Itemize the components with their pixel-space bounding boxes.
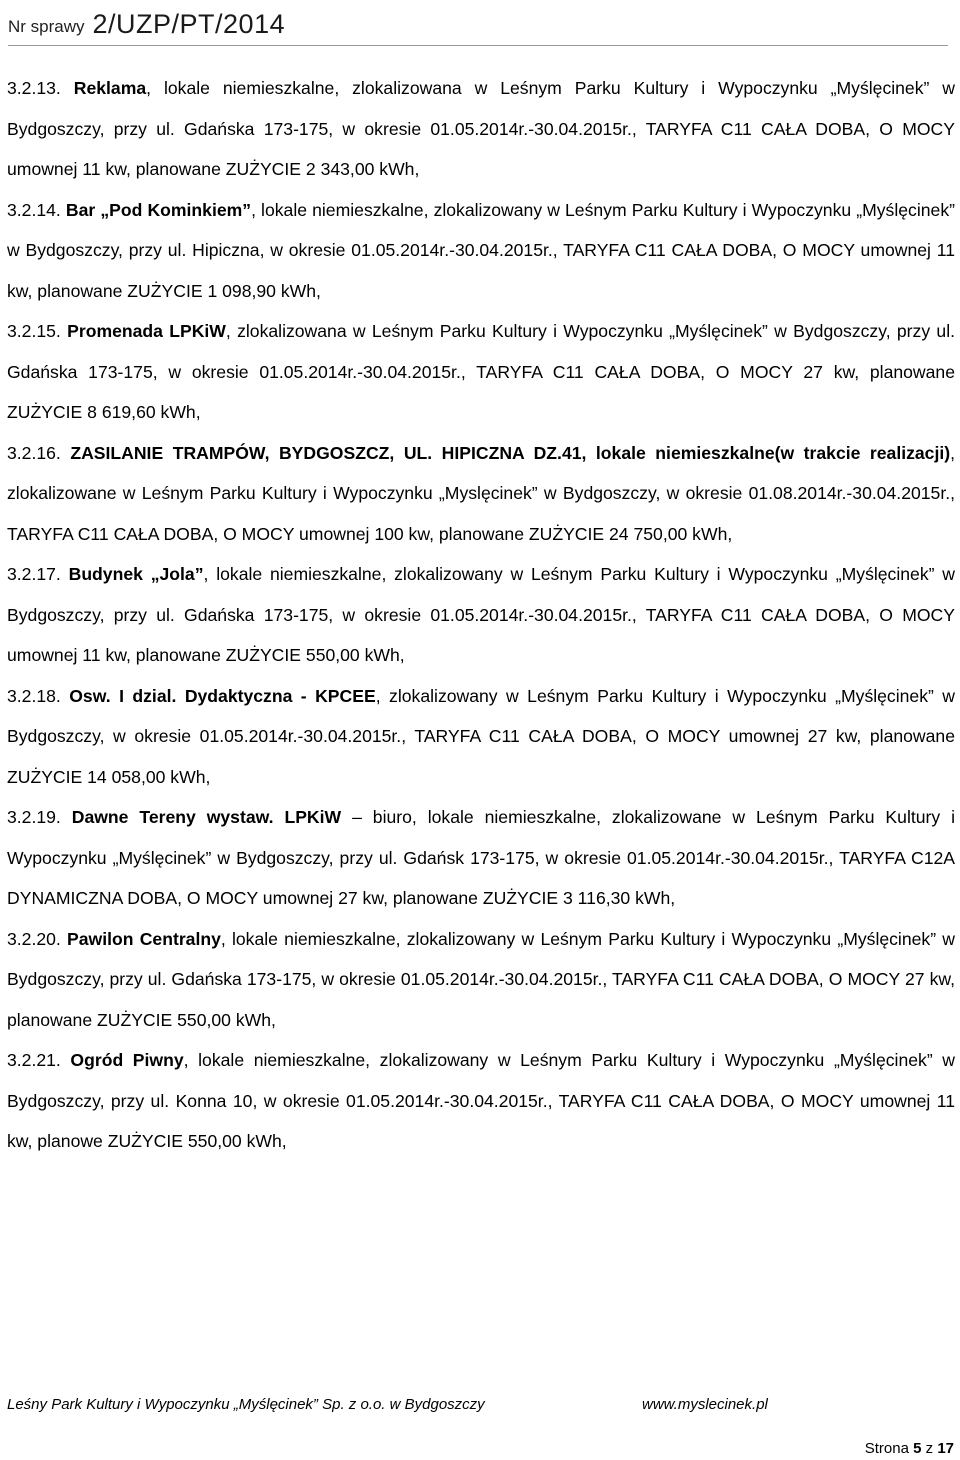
footer-company: Leśny Park Kultury i Wypoczynku „Myślęcinek” Sp. z o.o. w Bydgoszczy [7,1396,485,1413]
page-total: 17 [937,1440,954,1457]
page-separator: z [925,1440,934,1457]
item-text: , lokale niemieszkalne, zlokalizowana w Leśnym Parku Kultury i Wypoczynku „Myślęcinek” w Bydgoszczy, przy ul. Gdańska 173-175, w okresie 01.05.2014r.-30.04.2015r., TARYFA C11 CAŁA DOBA, O MOCY umownej 11 kw, planowane ZUŻYCIE 2 343,00 kWh, [7,78,956,179]
item-title: Osw. I dzial. Dydaktyczna - KPCEE [69,685,376,706]
item-3-2-17 [7,554,955,676]
item-title: ZASILANIE TRAMPÓW, BYDGOSZCZ, UL. HIPICZNA DZ.41, lokale niemieszkalne(w trakcie realizacji) [70,442,951,463]
item-text: , zlokalizowana w Leśnym Parku Kultury i Wypoczynku „Myślęcinek” w Bydgoszczy, przy ul. Gdańska 173-175, w okresie 01.05.2014r.-30.04.2015r., TARYFA C11 CAŁA DOBA, O MOCY 27 kw, planowane ZUŻYCIE 8 619,60 kWh, [7,321,955,422]
item-title: Promenada LPKiW [67,321,226,341]
item-text: , zlokalizowany w Leśnym Parku Kultury i Wypoczynku „Myślęcinek” w Bydgoszczy, w okresie 01.05.2014r.-30.04.2015r., TARYFA C11 CAŁA DOBA, O MOCY umownej 27 kw, planowane ZUŻYCIE 14 058,00 kWh, [7,685,956,787]
document-body [7,68,955,1162]
item-title: Dawne Tereny wystaw. LPKiW [71,807,342,827]
item-3-2-19 [7,797,955,919]
item-number: 3.2.15. [7,321,61,341]
page-number [865,1440,954,1457]
item-number: 3.2.17. [7,564,61,584]
item-title: Ogród Piwny [70,1050,184,1070]
page-prefix: Strona [864,1440,909,1457]
item-text: , lokale niemieszkalne, zlokalizowany w Leśnym Parku Kultury i Wypoczynku „Myślęcinek” w Bydgoszczy, przy ul. Gdańska 173-175, w okresie 01.05.2014r.-30.04.2015r., TARYFA C11 CAŁA DOBA, O MOCY umownej 11 kw, planowane ZUŻYCIE 550,00 kWh, [7,564,955,665]
footer-website: www.myslecinek.pl [642,1396,768,1413]
item-number: 3.2.19. [7,807,61,827]
page-header [8,0,948,46]
item-number: 3.2.18. [7,685,61,706]
item-text: , zlokalizowane w Leśnym Parku Kultury i Wypoczynku „Myslęcinek” w Bydgoszczy, w okresie 01.08.2014r.-30.04.2015r., TARYFA C11 CAŁA DOBA, O MOCY umownej 100 kw, planowane ZUŻYCIE 24 750,00 kWh, [7,442,955,544]
item-3-2-16 [7,433,955,555]
item-number: 3.2.20. [7,928,61,949]
item-3-2-13 [7,68,955,190]
page-current: 5 [913,1440,922,1457]
item-3-2-21 [7,1040,955,1162]
item-title: Budynek „Jola” [68,564,204,584]
item-title: Pawilon Centralny [67,928,221,949]
item-number: 3.2.16. [7,442,61,463]
item-3-2-20 [7,919,955,1041]
header-divider [8,45,948,46]
item-text: , lokale niemieszkalne, zlokalizowany w Leśnym Parku Kultury i Wypoczynku „Myślęcinek” w Bydgoszczy, przy ul. Gdańska 173-175, w okresie 01.05.2014r.-30.04.2015r., TARYFA C11 CAŁA DOBA, O MOCY 27 kw, planowane ZUŻYCIE 550,00 kWh, [7,928,955,1030]
item-text: , lokale niemieszkalne, zlokalizowany w Leśnym Parku Kultury i Wypoczynku „Myślęcinek” w Bydgoszczy, przy ul. Konna 10, w okresie 01.05.2014r.-30.04.2015r., TARYFA C11 CAŁA DOBA, O MOCY umownej 11 kw, planowe ZUŻYCIE 550,00 kWh, [7,1050,955,1151]
case-label: Nr sprawy [8,17,85,36]
item-title: Bar „Pod Kominkiem” [65,199,252,220]
item-text: , lokale niemieszkalne, zlokalizowany w Leśnym Parku Kultury i Wypoczynku „Myślęcinek” w Bydgoszczy, przy ul. Hipiczna, w okresie 01.05.2014r.-30.04.2015r., TARYFA C11 CAŁA DOBA, O MOCY umownej 11 kw, planowane ZUŻYCIE 1 098,90 kWh, [7,199,955,301]
case-number: 2/UZP/PT/2014 [92,9,286,39]
item-number: 3.2.14. [7,199,61,220]
item-text: – biuro, lokale niemieszkalne, zlokalizowane w Leśnym Parku Kultury i Wypoczynku „Myślęcinek” w Bydgoszczy, przy ul. Gdańsk 173-175, w okresie 01.05.2014r.-30.04.2015r., TARYFA C12A DYNAMICZNA DOBA, O MOCY umownej 27 kw, planowane ZUŻYCIE 3 116,30 kWh, [7,807,956,908]
item-3-2-14 [7,190,955,312]
page-footer [7,1396,955,1420]
item-3-2-15 [7,311,955,433]
item-3-2-18 [7,676,955,798]
item-number: 3.2.21. [7,1050,61,1070]
item-title: Reklama [73,78,147,98]
item-number: 3.2.13. [7,78,61,98]
